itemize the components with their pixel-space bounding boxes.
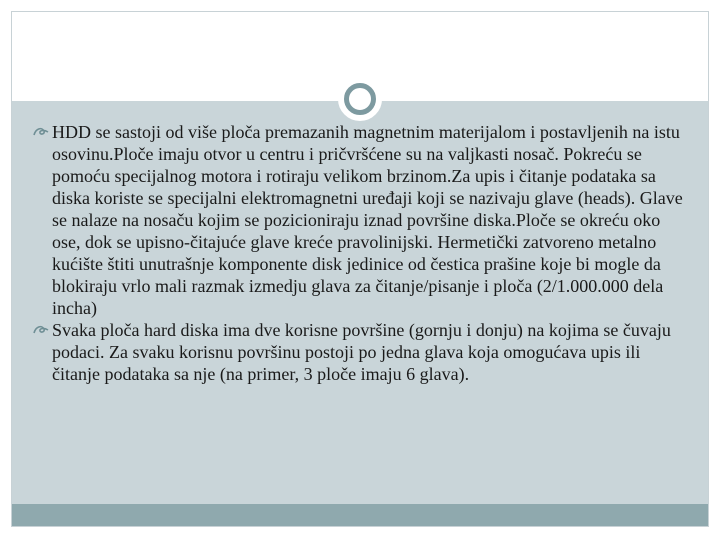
curl-bullet-icon [32,125,50,139]
bullet-text-2: Svaka ploča hard diska ima dve korisne površine (gornju i donju) na kojima se čuvaju podaci. Za svaku korisnu površinu postoji po jedna glava koja omogućava upis ili čitanje podataka sa nje (na primer, 3 ploče imaju 6 glava). [52,320,671,384]
decorative-ring-icon [338,77,382,121]
slide-body [32,121,692,385]
bullet-text-1: HDD se sastoji od više ploča premazanih magnetnim materijalom i postavljenih na istu osovinu.Ploče imaju otvor u centru i pričvršćene su na valjkasti nosač. Pokreću se pomoću specijalnog motora i rotiraju velikom brzinom.Za upis i čitanje podataka sa diska koriste se specijalni elektromagnetni uređaji koji se nazivaju glave (heads). Glave se nalaze na nosaču kojim se pozicioniraju iznad površine diska.Ploče se okreću oko ose, dok se upisno-čitajuće glave kreće pravolinijski. Hermetički zatvoreno metalno kućište štiti unutrašnje komponente disk jedinice od čestica prašine koje bi mogle da blokiraju vrlo mali razmak izmedju glava za čitanje/pisanje i ploča (2/1.000.000 dela incha) [52,122,683,318]
bullet-item-1 [32,121,692,319]
footer-bar [12,504,708,526]
bullet-item-2 [32,319,692,385]
curl-bullet-icon [32,323,50,337]
